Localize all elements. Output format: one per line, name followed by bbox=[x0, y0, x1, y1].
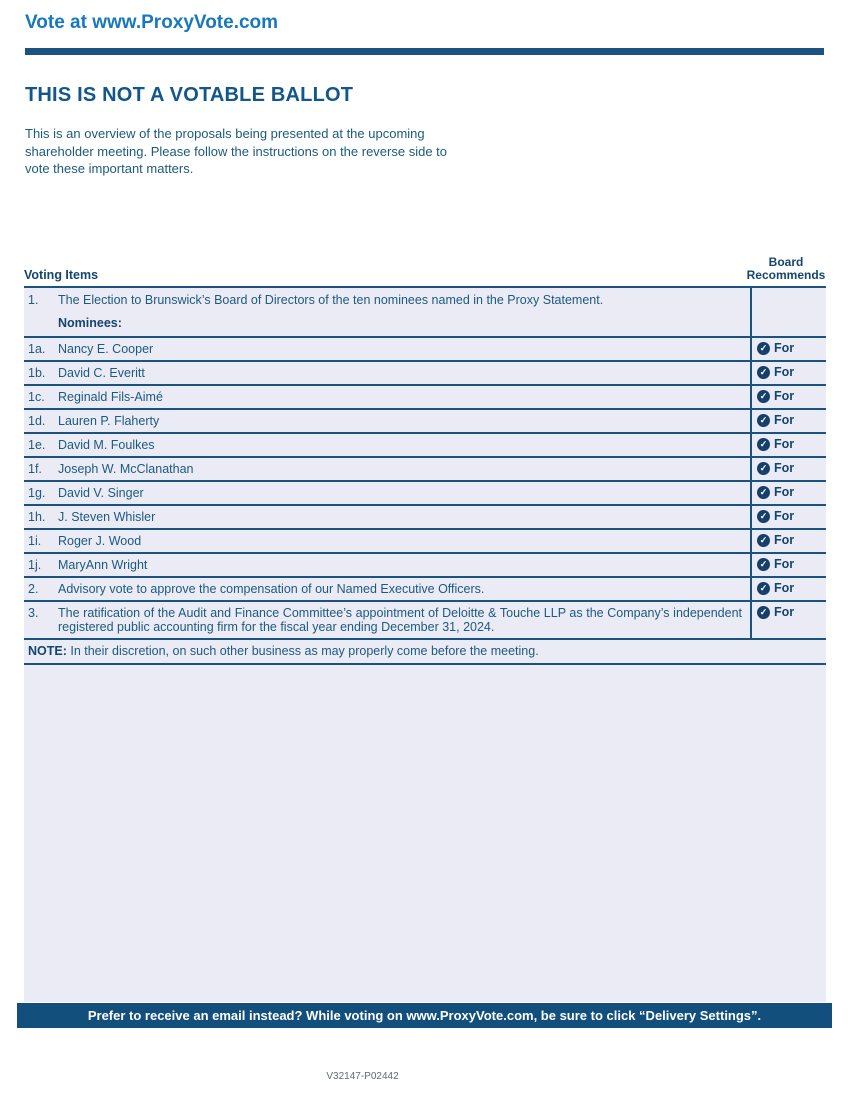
check-icon: ✓ bbox=[757, 534, 770, 547]
table-row-note bbox=[24, 640, 826, 665]
voting-items-table bbox=[24, 256, 826, 1002]
nominee-name: Nancy E. Cooper bbox=[58, 342, 154, 356]
board-recommendation-cell bbox=[750, 554, 826, 576]
nominee-name: Roger J. Wood bbox=[58, 534, 142, 548]
row-number: 1c. bbox=[28, 390, 45, 404]
table-header-row bbox=[24, 256, 826, 288]
table-row-nominee-1d bbox=[24, 410, 826, 434]
nominee-name: Joseph W. McClanathan bbox=[58, 462, 194, 476]
row-number: 1a. bbox=[28, 342, 46, 356]
board-recommendation-cell bbox=[750, 578, 826, 600]
recommendation-label: For bbox=[774, 365, 795, 379]
intro-paragraph: This is an overview of the proposals being presented at the upcoming shareholder meeting. Please follow the instructions on the reverse side to vote these important matters. bbox=[25, 126, 448, 176]
board-recommendation-cell bbox=[750, 434, 826, 456]
page-title: THIS IS NOT A VOTABLE BALLOT bbox=[25, 84, 354, 106]
board-recommendation-cell bbox=[750, 410, 826, 432]
board-recommendation-cell bbox=[750, 288, 826, 336]
check-icon: ✓ bbox=[757, 366, 770, 379]
voting-items-column-header: Voting Items bbox=[24, 268, 99, 282]
empty-table-area bbox=[24, 665, 826, 1002]
row-number: 1. bbox=[28, 293, 39, 307]
check-icon: ✓ bbox=[757, 486, 770, 499]
proposal-text: The ratification of the Audit and Finance Committee’s appointment of Deloitte & Touche LLP as the Company’s independent registered public accounting firm for the fiscal year ending December 31, 2024. bbox=[58, 606, 742, 634]
board-recommendation-cell bbox=[750, 362, 826, 384]
table-row-proposal-3 bbox=[24, 602, 826, 640]
table-row-proposal-2 bbox=[24, 578, 826, 602]
proposal-text: Advisory vote to approve the compensation of our Named Executive Officers. bbox=[58, 582, 485, 596]
table-row-nominee-1i bbox=[24, 530, 826, 554]
row-number: 1i. bbox=[28, 534, 42, 548]
nominee-name: Reginald Fils-Aimé bbox=[58, 390, 163, 404]
recommendation-label: For bbox=[774, 461, 795, 475]
row-number: 2. bbox=[28, 582, 39, 596]
row-number: 3. bbox=[28, 606, 39, 620]
row-number: 1j. bbox=[28, 558, 42, 572]
recommendation-label: For bbox=[774, 413, 795, 427]
check-icon: ✓ bbox=[757, 558, 770, 571]
recommendation-label: For bbox=[774, 485, 795, 499]
delivery-settings-banner: Prefer to receive an email instead? While voting on www.ProxyVote.com, be sure to click “Delivery Settings”. bbox=[17, 1003, 832, 1028]
board-recommendation-cell bbox=[750, 530, 826, 552]
row-number: 1f. bbox=[28, 462, 42, 476]
nominee-name: MaryAnn Wright bbox=[58, 558, 148, 572]
proxyvote-url-heading: Vote at www.ProxyVote.com bbox=[25, 12, 279, 33]
recommendation-label: For bbox=[774, 533, 795, 547]
nominee-name: J. Steven Whisler bbox=[58, 510, 156, 524]
board-recommendation-cell bbox=[750, 482, 826, 504]
nominees-subheading: Nominees: bbox=[58, 316, 122, 330]
nominee-name: David M. Foulkes bbox=[58, 438, 155, 452]
board-recommendation-cell bbox=[750, 602, 826, 638]
row-number: 1e. bbox=[28, 438, 46, 452]
recommendation-label: For bbox=[774, 557, 795, 571]
row-number: 1d. bbox=[28, 414, 46, 428]
table-row-nominee-1h bbox=[24, 506, 826, 530]
header-divider-bar bbox=[25, 48, 824, 55]
board-recommends-column-header: Board Recommends bbox=[746, 255, 826, 282]
document-code: V32147-P02442 bbox=[326, 1071, 399, 1082]
proposal-text: The Election to Brunswick’s Board of Directors of the ten nominees named in the Proxy Statement. bbox=[58, 293, 604, 307]
recommendation-label: For bbox=[774, 581, 795, 595]
nominee-name: David C. Everitt bbox=[58, 366, 145, 380]
row-number: 1b. bbox=[28, 366, 46, 380]
board-recommendation-cell bbox=[750, 458, 826, 480]
check-icon: ✓ bbox=[757, 606, 770, 619]
table-row-nominee-1e bbox=[24, 434, 826, 458]
table-row-nominee-1f bbox=[24, 458, 826, 482]
board-recommendation-cell bbox=[750, 338, 826, 360]
check-icon: ✓ bbox=[757, 510, 770, 523]
board-recommendation-cell bbox=[750, 386, 826, 408]
recommendation-label: For bbox=[774, 509, 795, 523]
recommendation-label: For bbox=[774, 389, 795, 403]
recommendation-label: For bbox=[774, 605, 795, 619]
table-row-nominee-1c bbox=[24, 386, 826, 410]
check-icon: ✓ bbox=[757, 390, 770, 403]
check-icon: ✓ bbox=[757, 342, 770, 355]
table-row-nominee-1b bbox=[24, 362, 826, 386]
table-row-nominee-1a bbox=[24, 338, 826, 362]
table-row-nominee-1g bbox=[24, 482, 826, 506]
note-label: NOTE: bbox=[28, 644, 67, 658]
check-icon: ✓ bbox=[757, 438, 770, 451]
check-icon: ✓ bbox=[757, 414, 770, 427]
note-text: In their discretion, on such other business as may properly come before the meeting. bbox=[66, 644, 539, 658]
row-number: 1g. bbox=[28, 486, 46, 500]
nominee-name: David V. Singer bbox=[58, 486, 144, 500]
nominee-name: Lauren P. Flaherty bbox=[58, 414, 160, 428]
table-row-nominee-1j bbox=[24, 554, 826, 578]
board-recommendation-cell bbox=[750, 506, 826, 528]
row-number: 1h. bbox=[28, 510, 46, 524]
recommendation-label: For bbox=[774, 437, 795, 451]
check-icon: ✓ bbox=[757, 462, 770, 475]
table-row-proposal-1 bbox=[24, 288, 826, 338]
recommendation-label: For bbox=[774, 341, 795, 355]
check-icon: ✓ bbox=[757, 582, 770, 595]
